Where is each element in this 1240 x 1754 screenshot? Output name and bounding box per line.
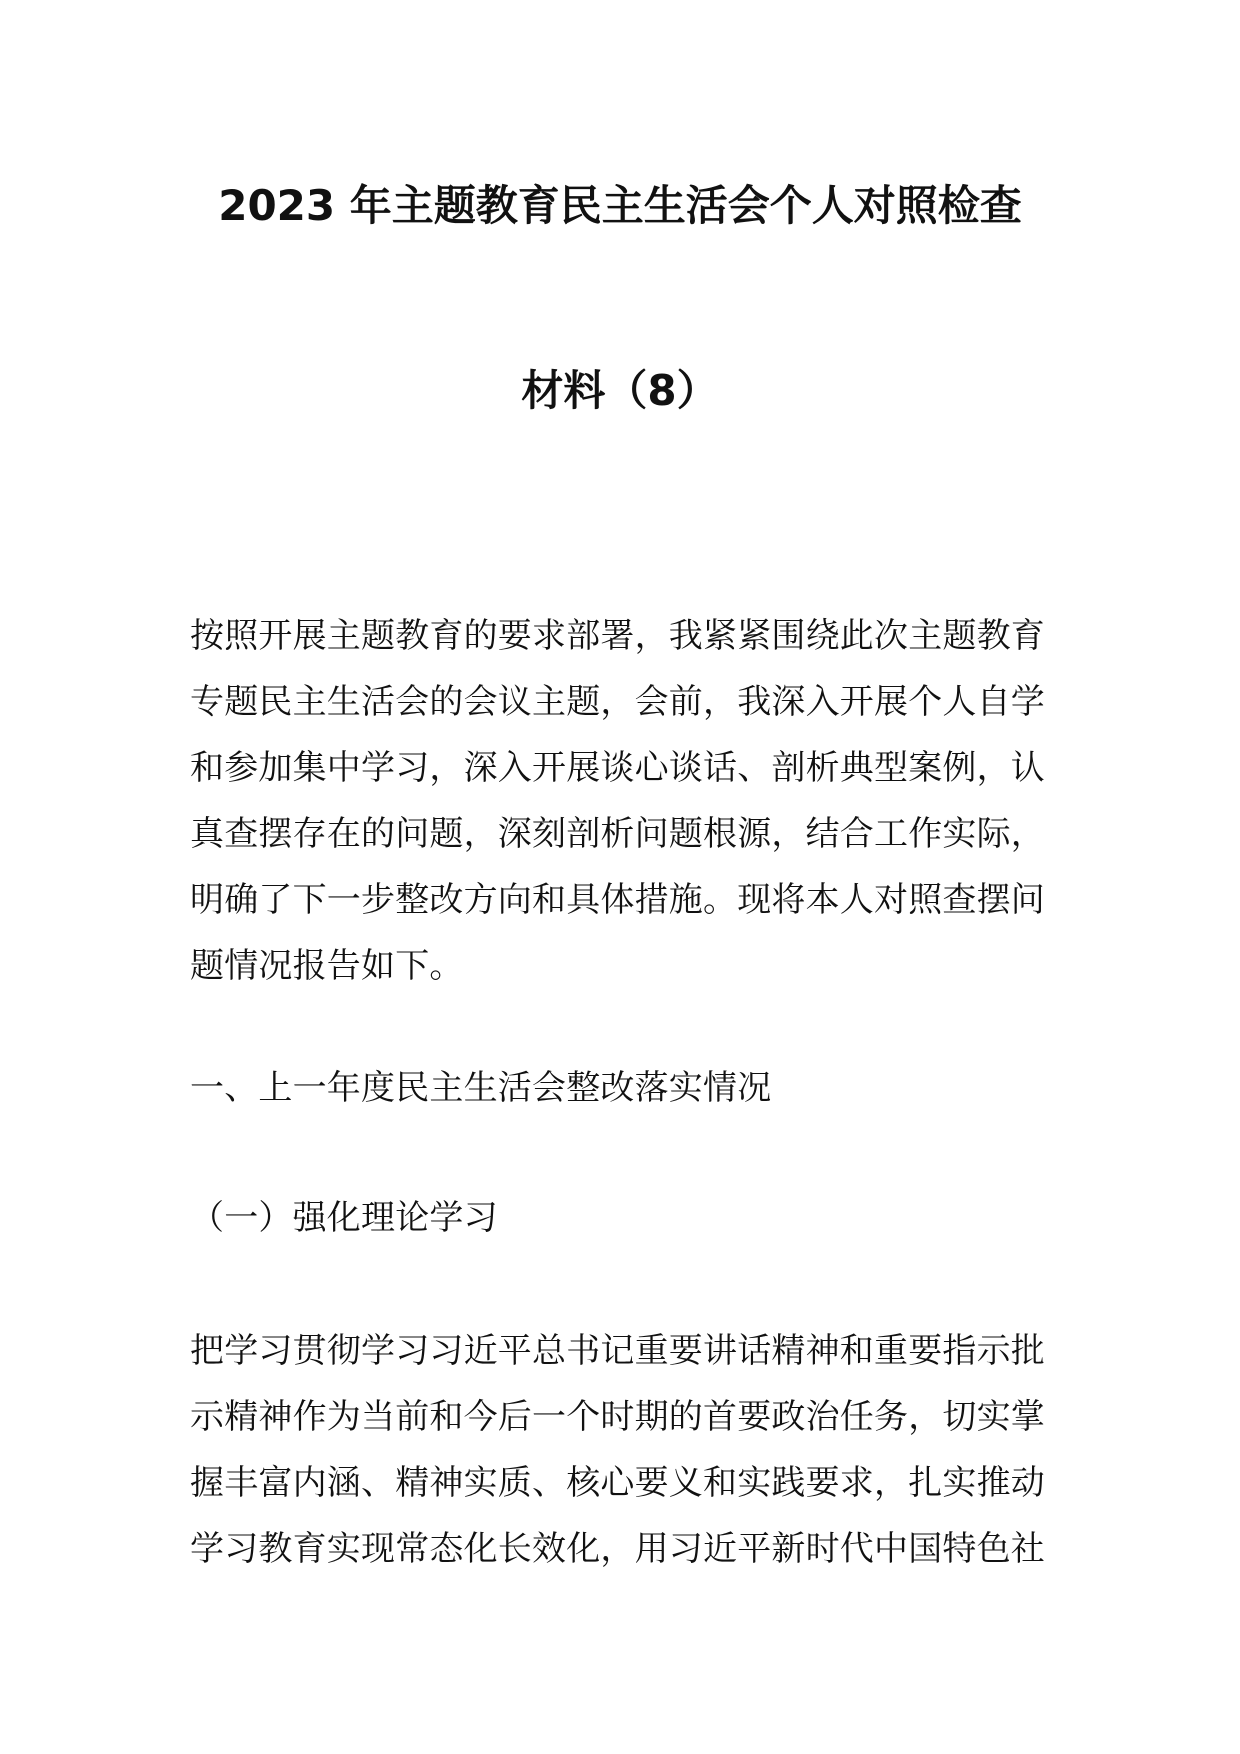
subsection-heading-text: （一）强化理论学习 xyxy=(190,1198,498,1238)
paragraph-line: 把学习贯彻学习习近平总书记重要讲话精神和重要指示批 xyxy=(190,1331,1045,1371)
section-heading-text: 一、上一年度民主生活会整改落实情况 xyxy=(190,1068,772,1108)
paragraph-line: 明确了下一步整改方向和具体措施。现将本人对照查摆问 xyxy=(190,880,1045,920)
document-title-line-1: 2023 年主题教育民主生活会个人对照检查 xyxy=(218,181,1022,230)
paragraph-line: 学习教育实现常态化长效化，用习近平新时代中国特色社 xyxy=(190,1529,1045,1569)
body-paragraph xyxy=(190,1318,1055,1582)
intro-paragraph xyxy=(190,603,1055,999)
paragraph-line: 示精神作为当前和今后一个时期的首要政治任务，切实掌 xyxy=(190,1397,1045,1437)
document-title-line-2: 材料（8） xyxy=(521,366,719,415)
paragraph-line: 按照开展主题教育的要求部署，我紧紧围绕此次主题教育 xyxy=(190,616,1045,656)
paragraph-line: 和参加集中学习，深入开展谈心谈话、剖析典型案例，认 xyxy=(190,748,1045,788)
paragraph-line: 题情况报告如下。 xyxy=(190,946,464,986)
paragraph-line: 真查摆存在的问题，深刻剖析问题根源，结合工作实际， xyxy=(190,814,1045,854)
paragraph-line: 专题民主生活会的会议主题，会前，我深入开展个人自学 xyxy=(190,682,1045,722)
paragraph-line: 握丰富内涵、精神实质、核心要义和实践要求，扎实推动 xyxy=(190,1463,1045,1503)
subsection-heading xyxy=(190,1185,1055,1251)
section-heading xyxy=(190,1055,1055,1121)
